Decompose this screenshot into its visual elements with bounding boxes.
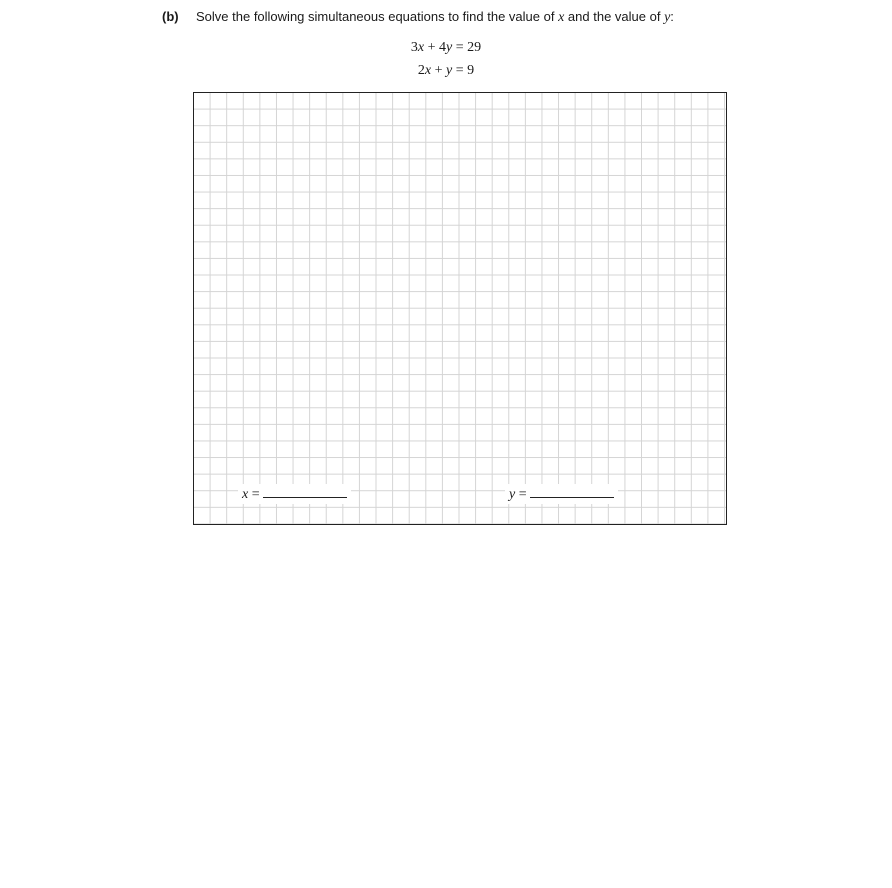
question-var-y: y	[664, 10, 671, 25]
eq2-coef-x: 2	[417, 63, 425, 78]
eq2-rhs: 9	[467, 63, 475, 78]
eq1-coef-y: 4	[439, 40, 446, 55]
eq1-var-x: x	[417, 40, 425, 55]
eq2-var-y: y	[446, 63, 453, 78]
answer-x-var: x	[242, 487, 249, 502]
question-text	[196, 9, 674, 26]
answer-x-equals: =	[251, 487, 260, 502]
eq1-var-y: y	[446, 40, 453, 55]
eq2-equals: =	[455, 63, 464, 78]
answer-x-blank[interactable]	[263, 484, 347, 498]
eq1-equals: =	[455, 40, 464, 55]
equation-1	[0, 40, 892, 56]
question-text-middle: and the value of	[567, 9, 661, 24]
question-text-start: Solve the following simultaneous equations to find the value of	[196, 9, 555, 24]
answer-y	[505, 484, 618, 504]
question-var-x: x	[558, 10, 565, 25]
eq1-coef-x: 3	[410, 40, 418, 55]
equation-2	[0, 63, 892, 79]
working-grid[interactable]	[193, 92, 727, 525]
eq2-plus: +	[434, 63, 443, 78]
answer-y-blank[interactable]	[530, 484, 614, 498]
eq1-plus: +	[427, 40, 436, 55]
answer-y-var: y	[509, 487, 516, 502]
eq1-rhs: 29	[467, 40, 482, 55]
answer-x	[238, 484, 351, 504]
answer-y-equals: =	[518, 487, 527, 502]
eq2-var-x: x	[424, 63, 432, 78]
part-label: (b)	[162, 9, 179, 24]
question-text-end: :	[670, 9, 674, 24]
